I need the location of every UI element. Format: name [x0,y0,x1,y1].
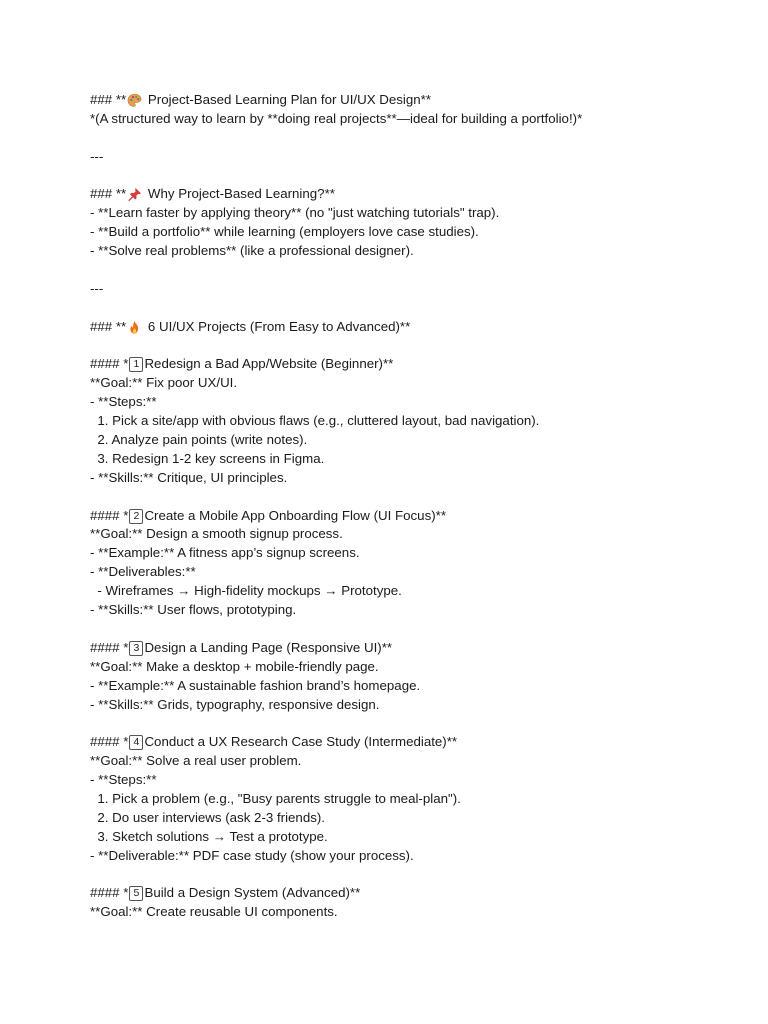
list-item: - **Build a portfolio** while learning (employers love case studies). [90,224,479,240]
project-line: **Goal:** Solve a real user problem. [90,753,302,769]
project-line: - **Example:** A sustainable fashion brand’s homepage. [90,677,421,693]
project-line: **Goal:** Design a smooth signup process. [90,526,343,542]
projects-heading: ### ** 6 UI/UX Projects (From Easy to Advanced)** [90,318,411,334]
project-heading: #### * 1 Redesign a Bad App/Website (Beginner)** [90,356,394,372]
project-line: **Goal:** Make a desktop + mobile-friendly page. [90,658,379,674]
project-line: 3. Sketch solutions → Test a prototype. [90,828,328,844]
divider: --- [90,280,104,296]
project-line: 3. Redesign 1-2 key screens in Figma. [90,450,325,466]
pushpin-icon [127,187,142,202]
keycap-number-icon: 4 [129,735,143,750]
project-line: **Goal:** Create reusable UI components. [90,904,338,920]
keycap-number-icon: 3 [129,641,143,656]
blank-line [90,261,750,280]
project-line: - **Skills:** Grids, typography, responsive design. [90,696,380,712]
project-line: - **Deliverable:** PDF case study (show your process). [90,847,414,863]
project-line: - Wireframes → High-fidelity mockups → Prototype. [90,583,402,599]
project-line: - **Skills:** Critique, UI principles. [90,469,288,485]
why-heading: ### ** Why Project-Based Learning?** [90,186,335,202]
blank-line [90,620,750,639]
list-item: - **Learn faster by applying theory** (no "just watching tutorials" trap). [90,205,500,221]
blank-line [90,299,750,318]
project-line: 1. Pick a site/app with obvious flaws (e.g., cluttered layout, bad navigation). [90,413,540,429]
palette-icon [127,93,142,108]
doc-title: ### ** Project-Based Learning Plan for UI/UX Design** [90,92,432,107]
project-line: - **Steps:** [90,394,157,410]
project-line: - **Example:** A fitness app’s signup screens. [90,545,360,561]
project-line: - **Deliverables:** [90,564,196,580]
project-line: 2. Analyze pain points (write notes). [90,432,308,448]
project-line: **Goal:** Fix poor UX/UI. [90,375,238,391]
keycap-number-icon: 1 [129,357,143,372]
divider: --- [90,148,104,164]
project-line: 1. Pick a problem (e.g., "Busy parents struggle to meal-plan"). [90,790,461,806]
blank-line [90,714,750,733]
project-heading: #### * 2 Create a Mobile App Onboarding Flow (UI Focus)** [90,507,446,523]
list-item: - **Solve real problems** (like a professional designer). [90,243,414,259]
fire-icon [127,320,142,335]
project-heading: #### * 4 Conduct a UX Research Case Study (Intermediate)** [90,734,458,750]
blank-line [90,167,750,186]
project-heading: #### * 5 Build a Design System (Advanced)** [90,885,361,901]
project-line: 2. Do user interviews (ask 2-3 friends). [90,809,325,825]
project-heading: #### * 3 Design a Landing Page (Responsive UI)** [90,639,393,655]
blank-line [90,866,750,885]
project-line: - **Steps:** [90,772,157,788]
keycap-number-icon: 2 [129,509,143,524]
keycap-number-icon: 5 [129,886,143,901]
document-body [90,91,750,922]
blank-line [90,488,750,507]
blank-line [90,129,750,148]
blank-line [90,337,750,356]
doc-subtitle: *(A structured way to learn by **doing real projects**—ideal for building a portfolio!)* [90,110,583,126]
project-line: - **Skills:** User flows, prototyping. [90,602,297,618]
